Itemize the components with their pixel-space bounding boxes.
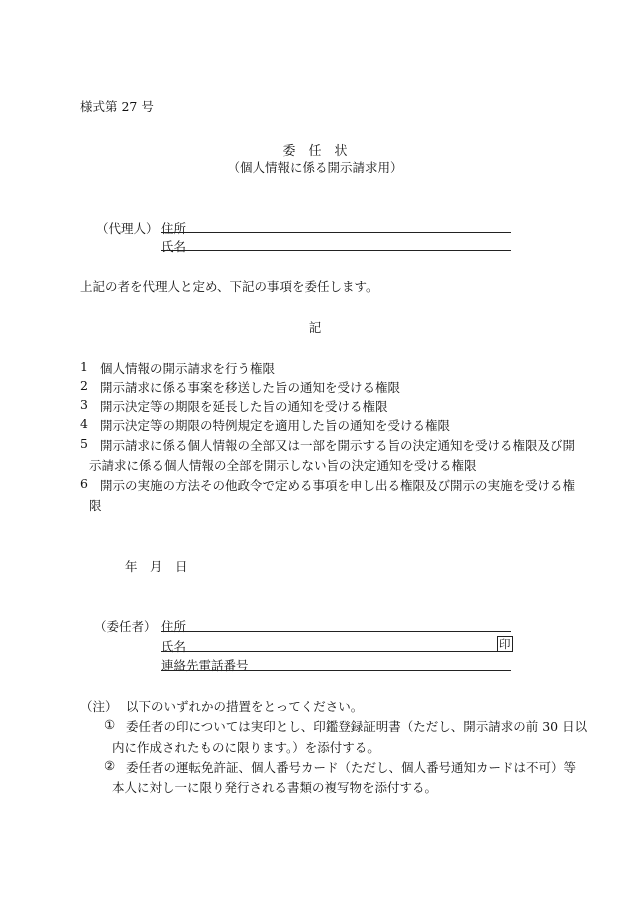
item-text-continued: 限 bbox=[89, 498, 102, 513]
item-text: 開示の実施の方法その他政令で定める事項を申し出る権限及び開示の実施を受ける権 bbox=[100, 478, 576, 493]
agent-address-label: 住所 bbox=[161, 221, 187, 236]
principal-role-label: （委任者） bbox=[94, 619, 157, 634]
notes-intro: 以下のいずれかの措置をとってください。 bbox=[126, 699, 364, 714]
item-number: 4 bbox=[80, 416, 88, 431]
item-number: 2 bbox=[80, 378, 88, 393]
item-number: 3 bbox=[80, 397, 88, 412]
item-text: 開示請求に係る事案を移送した旨の通知を受ける権限 bbox=[100, 380, 401, 395]
ki-heading: 記 bbox=[308, 320, 322, 335]
item-number: 1 bbox=[80, 359, 88, 374]
principal-phone-field[interactable] bbox=[161, 670, 511, 671]
item-text: 開示決定等の期限の特例規定を適用した旨の通知を受ける権限 bbox=[100, 418, 451, 433]
principal-address-field[interactable] bbox=[161, 631, 511, 632]
item-text: 開示請求に係る個人情報の全部又は一部を開示する旨の決定通知を受ける権限及び開 bbox=[100, 438, 576, 453]
item-text-continued: 示請求に係る個人情報の全部を開示しない旨の決定通知を受ける権限 bbox=[89, 458, 477, 473]
notes-label: （注） bbox=[80, 699, 118, 714]
note-marker: ② bbox=[104, 758, 116, 773]
principal-name-field[interactable] bbox=[161, 651, 511, 652]
item-text: 個人情報の開示請求を行う権限 bbox=[100, 361, 276, 376]
note-marker: ① bbox=[104, 717, 116, 732]
note-text: 委任者の印については実印とし、印鑑登録証明書（ただし、開示請求の前 30 日以 bbox=[126, 719, 588, 734]
principal-address-label: 住所 bbox=[161, 619, 187, 634]
principal-phone-label: 連絡先電話番号 bbox=[161, 658, 249, 673]
agent-address-field[interactable] bbox=[161, 232, 511, 233]
delegation-statement: 上記の者を代理人と定め、下記の事項を委任します。 bbox=[80, 279, 379, 294]
note-text: 委任者の運転免許証、個人番号カード（ただし、個人番号通知カードは不可）等 bbox=[126, 760, 577, 775]
note-text-continued: 本人に対し一に限り発行される書類の複写物を添付する。 bbox=[112, 780, 438, 795]
agent-name-label: 氏名 bbox=[161, 239, 187, 254]
agent-role-label: （代理人） bbox=[96, 221, 159, 236]
form-number: 様式第 27 号 bbox=[80, 99, 154, 114]
note-text-continued: 内に作成されたものに限ります。）を添付する。 bbox=[112, 740, 380, 755]
document-subtitle: （個人情報に係る開示請求用） bbox=[227, 160, 403, 175]
document-title: 委 任 状 bbox=[282, 144, 348, 159]
item-number: 5 bbox=[80, 436, 88, 451]
item-number: 6 bbox=[80, 476, 88, 491]
date-line[interactable]: 年 月 日 bbox=[125, 559, 188, 574]
seal-mark: 印 bbox=[499, 637, 511, 651]
agent-name-field[interactable] bbox=[161, 250, 511, 251]
principal-name-label: 氏名 bbox=[161, 639, 187, 654]
item-text: 開示決定等の期限を延長した旨の通知を受ける権限 bbox=[100, 399, 388, 414]
